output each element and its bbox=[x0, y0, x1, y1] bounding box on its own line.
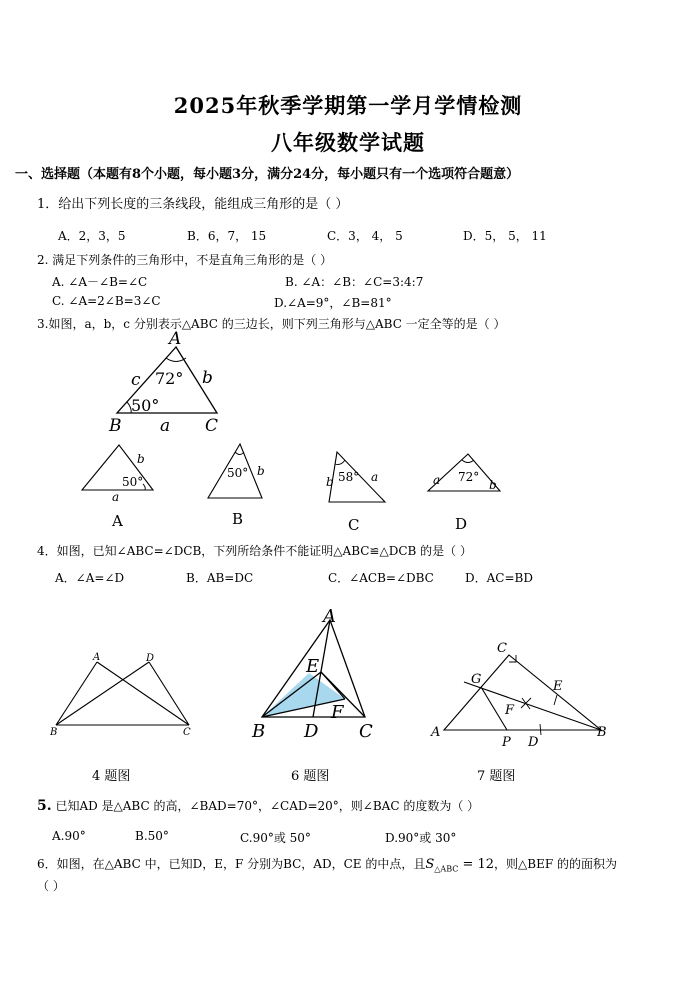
fig7-label-B: B bbox=[597, 725, 607, 740]
q6-text-a: 6．如图，在△ABC 中，已知D，E，F 分别为BC，AD，CE 的中点，且 bbox=[37, 857, 426, 871]
q3-option-a-angle-arc bbox=[143, 484, 145, 490]
q1-option-b: B．6，7， 15 bbox=[187, 229, 267, 243]
q5-option-d: D.90°或 30° bbox=[385, 831, 457, 845]
figure-7-caption: 7 题图 bbox=[477, 769, 516, 784]
q3-option-a-side-a: a bbox=[112, 490, 120, 504]
q2-option-c: C. ∠A=2∠B=3∠C bbox=[52, 294, 161, 308]
fig7-label-G: G bbox=[471, 672, 482, 687]
fig6-label-F: F bbox=[331, 702, 344, 723]
q1-stem: 1．给出下列长度的三条线段，能组成三角形的是（ ） bbox=[37, 197, 349, 212]
q3-option-a-letter: A bbox=[112, 512, 123, 530]
q3-option-c-figure bbox=[320, 440, 395, 535]
fig4-label-B: B bbox=[50, 727, 58, 738]
fig4-label-D: D bbox=[146, 653, 155, 664]
q5-option-a: A.90° bbox=[52, 829, 86, 843]
q3-option-c-side-b: b bbox=[326, 475, 334, 489]
fig7-label-E: E bbox=[553, 679, 563, 694]
fig7-label-D: D bbox=[528, 735, 539, 750]
q3-label-A: A bbox=[169, 329, 182, 349]
q6-text-b: ，则△BEF 的的面积为 bbox=[494, 857, 617, 871]
q3-option-c-side-a: a bbox=[371, 470, 379, 484]
q3-option-d-angle-arc bbox=[462, 460, 474, 463]
q3-option-b-angle-arc bbox=[235, 452, 244, 455]
q6-math-subscript: △ABC bbox=[434, 864, 459, 874]
q6-math-equals: = 12 bbox=[458, 857, 495, 872]
q2-option-a: A. ∠A－∠B=∠C bbox=[52, 275, 148, 289]
exam-title: 2025年秋季学期第一学月学情检测 bbox=[173, 93, 523, 118]
figure-4-caption: 4 题图 bbox=[92, 769, 131, 784]
fig7-label-P: P bbox=[502, 735, 511, 750]
fig4-segment-db bbox=[56, 662, 149, 725]
q1-option-c: C．3， 4， 5 bbox=[327, 229, 403, 243]
section-heading: 一、选择题（本题有8个小题，每小题3分，满分24分，每小题只有一个选项符合题意） bbox=[15, 167, 520, 182]
q3-option-b-side-b: b bbox=[257, 464, 265, 478]
q3-option-c-angle-arc bbox=[335, 460, 345, 465]
figure-7 bbox=[425, 635, 615, 750]
fig7-triangle-abc bbox=[444, 655, 601, 730]
q6-answer-paren: （ ） bbox=[37, 879, 65, 893]
q3-option-d-figure bbox=[420, 440, 510, 535]
q5-number: 5. bbox=[37, 798, 52, 814]
q3-option-a-angle: 50° bbox=[122, 475, 144, 489]
q5-text: 已知AD 是△ABC 的高，∠BAD=70°，∠CAD=20°，则∠BAC 的度数为（ ） bbox=[51, 799, 480, 813]
q4-stem: 4．如图，已知∠ABC=∠DCB，下列所给条件不能证明△ABC≌△DCB 的是（ ） bbox=[37, 544, 472, 558]
fig6-label-A: A bbox=[323, 606, 336, 627]
q3-option-c-angle: 58° bbox=[338, 470, 360, 484]
q3-label-b: b bbox=[202, 368, 213, 388]
fig7-arc-mark-e bbox=[554, 695, 557, 705]
q3-option-b-angle: 50° bbox=[227, 466, 249, 480]
q3-option-d-side-a: a bbox=[433, 473, 441, 487]
q3-option-d-side-b: b bbox=[489, 478, 497, 492]
q2-option-d: D.∠A=9°，∠B=81° bbox=[274, 296, 392, 310]
fig4-segment-dc bbox=[149, 662, 189, 725]
q3-option-b-figure bbox=[200, 440, 275, 535]
q3-stem: 3.如图，a，b，c 分别表示△ABC 的三边长，则下列三角形与△ABC 一定全等的是（ ） bbox=[37, 317, 506, 331]
fig4-label-C: C bbox=[183, 727, 191, 738]
figure-6 bbox=[250, 600, 385, 750]
q3-option-a-figure bbox=[75, 440, 165, 535]
fig7-label-C: C bbox=[497, 641, 507, 656]
q4-option-c: C．∠ACB=∠DBC bbox=[328, 571, 434, 585]
q6-math-s: S bbox=[425, 857, 435, 872]
q3-option-a-side-b: b bbox=[137, 452, 145, 466]
q2-stem: 2. 满足下列条件的三角形中，不是直角三角形的是（ ） bbox=[37, 253, 333, 267]
q3-main-triangle-figure bbox=[100, 330, 230, 435]
exam-subtitle: 八年级数学试题 bbox=[271, 130, 425, 155]
fig6-label-D: D bbox=[304, 721, 319, 742]
q3-option-d-angle: 72° bbox=[458, 470, 480, 484]
fig7-segment-gp bbox=[481, 687, 507, 730]
fig4-segment-ab bbox=[56, 662, 97, 725]
fig6-label-E: E bbox=[306, 656, 320, 677]
q3-label-c: c bbox=[131, 370, 141, 390]
q4-option-a: A．∠A=∠D bbox=[55, 571, 125, 585]
fig7-label-F: F bbox=[505, 703, 515, 718]
fig7-arc-mark-d bbox=[540, 724, 541, 735]
q1-option-a: A．2，3，5 bbox=[58, 229, 126, 243]
q5-stem bbox=[37, 797, 479, 814]
q3-option-d-letter: D bbox=[455, 515, 468, 533]
q1-option-d: D．5， 5， 11 bbox=[463, 229, 547, 243]
q2-option-b: B. ∠A：∠B：∠C=3:4:7 bbox=[285, 275, 424, 289]
fig6-label-C: C bbox=[359, 721, 373, 742]
q6-stem bbox=[37, 855, 617, 873]
q5-option-c: C.90°或 50° bbox=[240, 831, 311, 845]
q3-label-B: B bbox=[109, 416, 122, 436]
q3-label-a: a bbox=[160, 416, 171, 436]
fig7-label-A: A bbox=[431, 725, 441, 740]
q5-option-b: B.50° bbox=[135, 829, 169, 843]
q3-label-C: C bbox=[205, 416, 219, 436]
fig7-segment-gb bbox=[464, 682, 601, 730]
q4-option-d: D．AC=BD bbox=[465, 571, 533, 585]
fig4-segment-ac bbox=[97, 662, 189, 725]
q3-angle-a-value: 72° bbox=[155, 369, 184, 388]
fig4-label-A: A bbox=[93, 652, 101, 663]
q3-option-b-letter: B bbox=[232, 510, 244, 528]
q3-angle-b-value: 50° bbox=[131, 396, 160, 415]
q3-option-c-letter: C bbox=[348, 516, 360, 534]
q4-option-b: B．AB=DC bbox=[186, 571, 254, 585]
figure-4 bbox=[45, 650, 205, 750]
fig6-label-B: B bbox=[252, 721, 266, 742]
figure-6-caption: 6 题图 bbox=[291, 769, 330, 784]
